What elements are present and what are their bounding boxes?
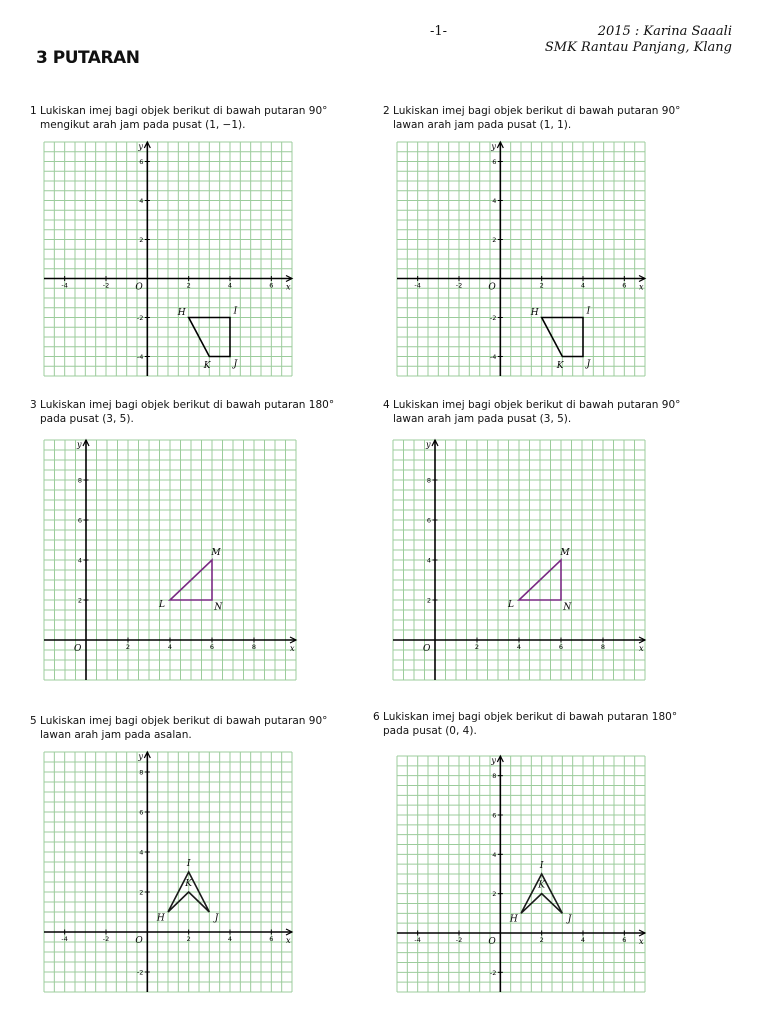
x-axis-label: x xyxy=(639,937,644,946)
vertex-label: L xyxy=(507,600,514,611)
y-tick-label: -4 xyxy=(136,353,144,361)
question-line1: Lukiskan imej bagi objek berikut di bawah putaran 90° xyxy=(40,105,328,117)
x-axis-label: x xyxy=(286,936,291,945)
x-tick-label: -4 xyxy=(414,936,421,944)
graph-grid-4 xyxy=(393,440,645,680)
y-tick-label: -2 xyxy=(489,314,497,322)
question-line2: lawan arah jam pada pusat (3, 5). xyxy=(393,413,572,425)
y-tick-label: 2 xyxy=(426,596,431,605)
y-tick-label: 4 xyxy=(77,556,82,565)
origin-label: O xyxy=(135,936,143,946)
x-tick-label: 8 xyxy=(251,643,257,651)
graph-grid-6 xyxy=(397,756,645,992)
y-axis-label: y xyxy=(138,752,143,761)
y-axis-label: y xyxy=(77,440,82,449)
x-tick-label: 6 xyxy=(622,281,627,290)
y-axis-label: y xyxy=(426,440,431,449)
x-tick-label: -4 xyxy=(61,935,68,943)
x-tick-label: 2 xyxy=(186,281,191,290)
question-number: 4 xyxy=(383,399,390,411)
question-2 xyxy=(383,104,680,132)
x-tick-label: 4 xyxy=(580,281,586,290)
x-tick-label: 6 xyxy=(269,935,274,943)
x-tick-label: 2 xyxy=(186,935,191,943)
y-tick-label: -4 xyxy=(489,353,497,361)
x-tick-label: 2 xyxy=(539,281,544,290)
question-number: 3 xyxy=(30,399,37,411)
x-tick-label: 2 xyxy=(539,936,544,944)
vertex-label: K xyxy=(203,361,211,372)
y-tick-label: -2 xyxy=(136,314,144,322)
vertex-label: N xyxy=(214,602,223,613)
x-tick-label: 4 xyxy=(516,643,522,651)
x-tick-label: 4 xyxy=(227,281,233,290)
vertex-label: H xyxy=(530,307,539,318)
y-tick-label: 6 xyxy=(492,158,497,166)
vertex-label: I xyxy=(539,861,544,871)
graph-grid-3 xyxy=(44,440,296,680)
vertex-label: I xyxy=(233,306,238,317)
origin-label: O xyxy=(488,282,496,293)
y-tick-label: 6 xyxy=(139,158,144,166)
x-tick-label: -2 xyxy=(102,281,110,290)
vertex-label: I xyxy=(586,306,591,317)
y-tick-label: 2 xyxy=(77,596,82,605)
school-line: SMK Rantau Panjang, Klang xyxy=(544,40,732,55)
x-axis-label: x xyxy=(639,644,644,653)
question-1 xyxy=(30,104,327,132)
origin-label: O xyxy=(488,937,496,947)
y-tick-label: 8 xyxy=(426,476,431,485)
x-tick-label: 4 xyxy=(227,935,233,943)
y-tick-label: 2 xyxy=(139,236,144,244)
x-tick-label: -4 xyxy=(61,281,68,290)
x-tick-label: 6 xyxy=(269,281,274,290)
vertex-label: J xyxy=(567,914,572,925)
question-line1: Lukiskan imej bagi objek berikut di bawah putaran 180° xyxy=(383,711,678,723)
question-5 xyxy=(30,714,327,742)
x-tick-label: 4 xyxy=(580,936,586,944)
vertex-label: K xyxy=(556,361,564,372)
question-line1: Lukiskan imej bagi objek berikut di bawah putaran 90° xyxy=(393,105,681,117)
origin-label: O xyxy=(423,644,431,654)
graph-grid-5 xyxy=(44,752,292,992)
y-axis-label: y xyxy=(138,142,143,151)
x-tick-label: 2 xyxy=(474,643,480,651)
page-number: -1- xyxy=(430,24,448,39)
question-line1: Lukiskan imej bagi objek berikut di bawah putaran 90° xyxy=(393,399,681,411)
question-line2: lawan arah jam pada pusat (1, 1). xyxy=(393,119,572,131)
question-line1: Lukiskan imej bagi objek berikut di bawah putaran 180° xyxy=(40,399,335,411)
y-tick-label: 2 xyxy=(492,236,497,244)
vertex-label: I xyxy=(186,859,191,869)
y-tick-label: 4 xyxy=(139,197,144,205)
y-tick-label: 8 xyxy=(139,768,144,777)
y-tick-label: -2 xyxy=(136,968,144,977)
x-axis-label: x xyxy=(286,282,291,292)
question-3 xyxy=(30,398,334,426)
vertex-label: H xyxy=(156,913,165,924)
vertex-label: N xyxy=(563,602,572,613)
y-tick-label: 8 xyxy=(492,772,497,781)
vertex-label: M xyxy=(211,547,221,558)
x-tick-label: 2 xyxy=(125,643,131,651)
vertex-label: L xyxy=(158,600,165,611)
question-line2: pada pusat (0, 4). xyxy=(383,725,477,737)
vertex-label: J xyxy=(233,359,238,370)
origin-label: O xyxy=(135,282,143,293)
topic-title: 3 PUTARAN xyxy=(36,48,140,68)
vertex-label: J xyxy=(586,359,591,370)
graph-grid-2 xyxy=(397,142,645,376)
question-line2: pada pusat (3, 5). xyxy=(40,413,134,425)
vertex-label: K xyxy=(538,880,546,891)
question-4 xyxy=(383,398,680,426)
x-tick-label: -2 xyxy=(455,936,463,944)
y-tick-label: 6 xyxy=(139,808,144,817)
y-tick-label: 6 xyxy=(492,811,497,820)
question-line1: Lukiskan imej bagi objek berikut di bawah putaran 90° xyxy=(40,715,328,727)
x-tick-label: 6 xyxy=(622,936,627,944)
y-tick-label: 4 xyxy=(139,848,144,857)
question-number: 6 xyxy=(373,711,380,723)
y-tick-label: 2 xyxy=(492,890,497,899)
vertex-label: M xyxy=(560,547,570,558)
y-axis-label: y xyxy=(491,142,496,151)
y-tick-label: 2 xyxy=(139,888,144,897)
y-tick-label: 4 xyxy=(492,197,497,205)
y-tick-label: -2 xyxy=(489,968,497,977)
question-6 xyxy=(373,710,677,738)
x-axis-label: x xyxy=(639,282,644,292)
x-tick-label: 6 xyxy=(558,643,564,651)
question-line2: mengikut arah jam pada pusat (1, −1). xyxy=(40,119,246,131)
y-tick-label: 6 xyxy=(77,516,82,525)
x-tick-label: -2 xyxy=(455,281,463,290)
vertex-label: K xyxy=(185,879,193,889)
y-tick-label: 8 xyxy=(77,476,82,485)
question-number: 1 xyxy=(30,105,37,117)
x-tick-label: 6 xyxy=(209,643,215,651)
x-tick-label: -4 xyxy=(414,281,421,290)
vertex-label: J xyxy=(214,913,219,924)
vertex-label: H xyxy=(509,914,518,925)
question-number: 5 xyxy=(30,715,37,727)
question-line2: lawan arah jam pada asalan. xyxy=(40,729,192,741)
y-tick-label: 4 xyxy=(426,556,431,565)
x-axis-label: x xyxy=(290,644,295,653)
y-axis-label: y xyxy=(491,756,496,765)
question-number: 2 xyxy=(383,105,390,117)
x-tick-label: 8 xyxy=(600,643,606,651)
vertex-label: H xyxy=(177,307,186,318)
author-line: 2015 : Karina Saaali xyxy=(597,24,732,39)
graph-grid-1 xyxy=(44,142,292,376)
x-tick-label: -2 xyxy=(102,935,110,943)
origin-label: O xyxy=(74,644,82,654)
y-tick-label: 4 xyxy=(492,850,497,859)
x-tick-label: 4 xyxy=(167,643,173,651)
y-tick-label: 6 xyxy=(426,516,431,525)
